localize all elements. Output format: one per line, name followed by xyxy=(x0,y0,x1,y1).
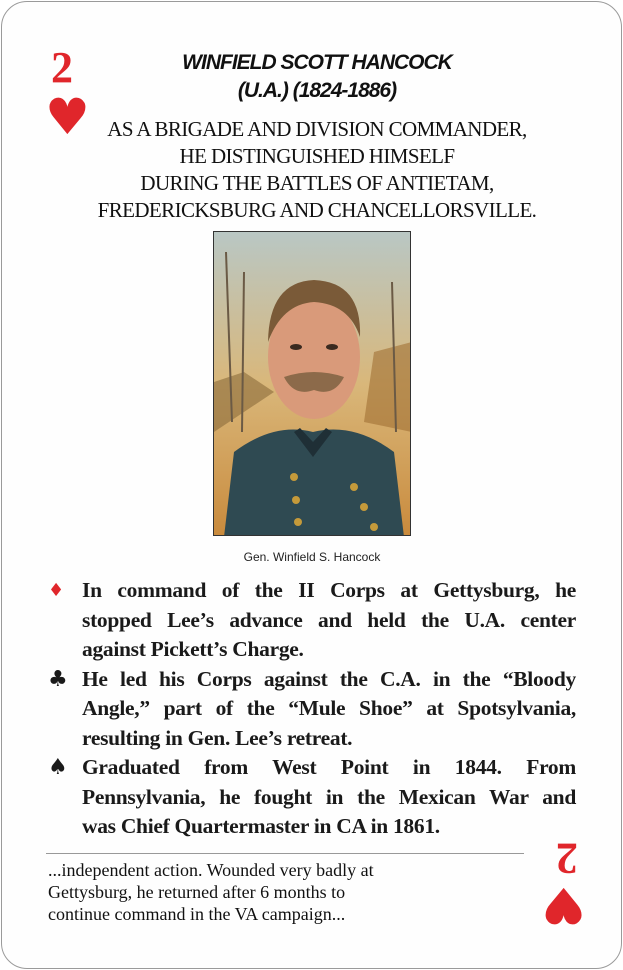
fact-line: was Chief Quartermaster in CA in 1861. xyxy=(82,814,440,838)
summary-line: HE DISTINGUISHED HIMSELF xyxy=(179,144,455,168)
bottom-corner-index xyxy=(541,834,586,934)
fact-line: In command of the II Corps at Gettysburg, he xyxy=(82,578,576,602)
footer-line: continue command in the VA campaign... xyxy=(48,904,346,924)
fact-item xyxy=(48,576,576,665)
heart-icon: ♥ xyxy=(45,88,90,146)
fact-line: Angle,” part of the “Mule Shoe” at Spotsylvania, xyxy=(82,696,576,720)
affiliation-dates: (U.A.) (1824-1886) xyxy=(237,79,397,102)
facts-list xyxy=(48,576,576,842)
portrait-image xyxy=(213,231,411,536)
diamond-icon: ♦ xyxy=(48,580,64,601)
summary-line: DURING THE BATTLES OF ANTIETAM, xyxy=(140,171,494,195)
heart-icon: ♥ xyxy=(541,876,586,934)
fact-line: He led his Corps against the C.A. in the “Bloody xyxy=(82,666,576,691)
fact-item xyxy=(48,753,576,842)
fact-item xyxy=(48,665,576,754)
rank-top: 2 xyxy=(51,43,73,92)
fact-line: stopped Lee’s advance and held the U.A. center xyxy=(82,607,576,632)
summary-line: FREDERICKSBURG AND CHANCELLORSVILLE. xyxy=(97,198,537,222)
summary xyxy=(72,116,562,224)
summary-line: AS A BRIGADE AND DIVISION COMMANDER, xyxy=(107,117,527,141)
spade-icon: ♠ xyxy=(48,755,68,780)
rank-bottom: 2 xyxy=(556,834,578,883)
footer-line: ...independent action. Wounded very badly at xyxy=(48,860,374,880)
fact-line: Pennsylvania, he fought in the Mexican War and xyxy=(82,784,576,809)
general-name: WINFIELD SCOTT HANCOCK xyxy=(182,51,452,74)
fact-line: resulting in Gen. Lee’s retreat. xyxy=(82,725,353,750)
club-icon: ♣ xyxy=(48,666,68,692)
footer-text xyxy=(48,859,518,925)
divider xyxy=(46,853,524,854)
portrait-caption: Gen. Winfield S. Hancock xyxy=(243,550,381,564)
fact-line: Graduated from West Point in 1844. From xyxy=(82,755,576,779)
fact-line: against Pickett’s Charge. xyxy=(82,637,304,661)
footer-line: Gettysburg, he returned after 6 months to xyxy=(48,882,346,902)
playing-card xyxy=(1,1,622,969)
